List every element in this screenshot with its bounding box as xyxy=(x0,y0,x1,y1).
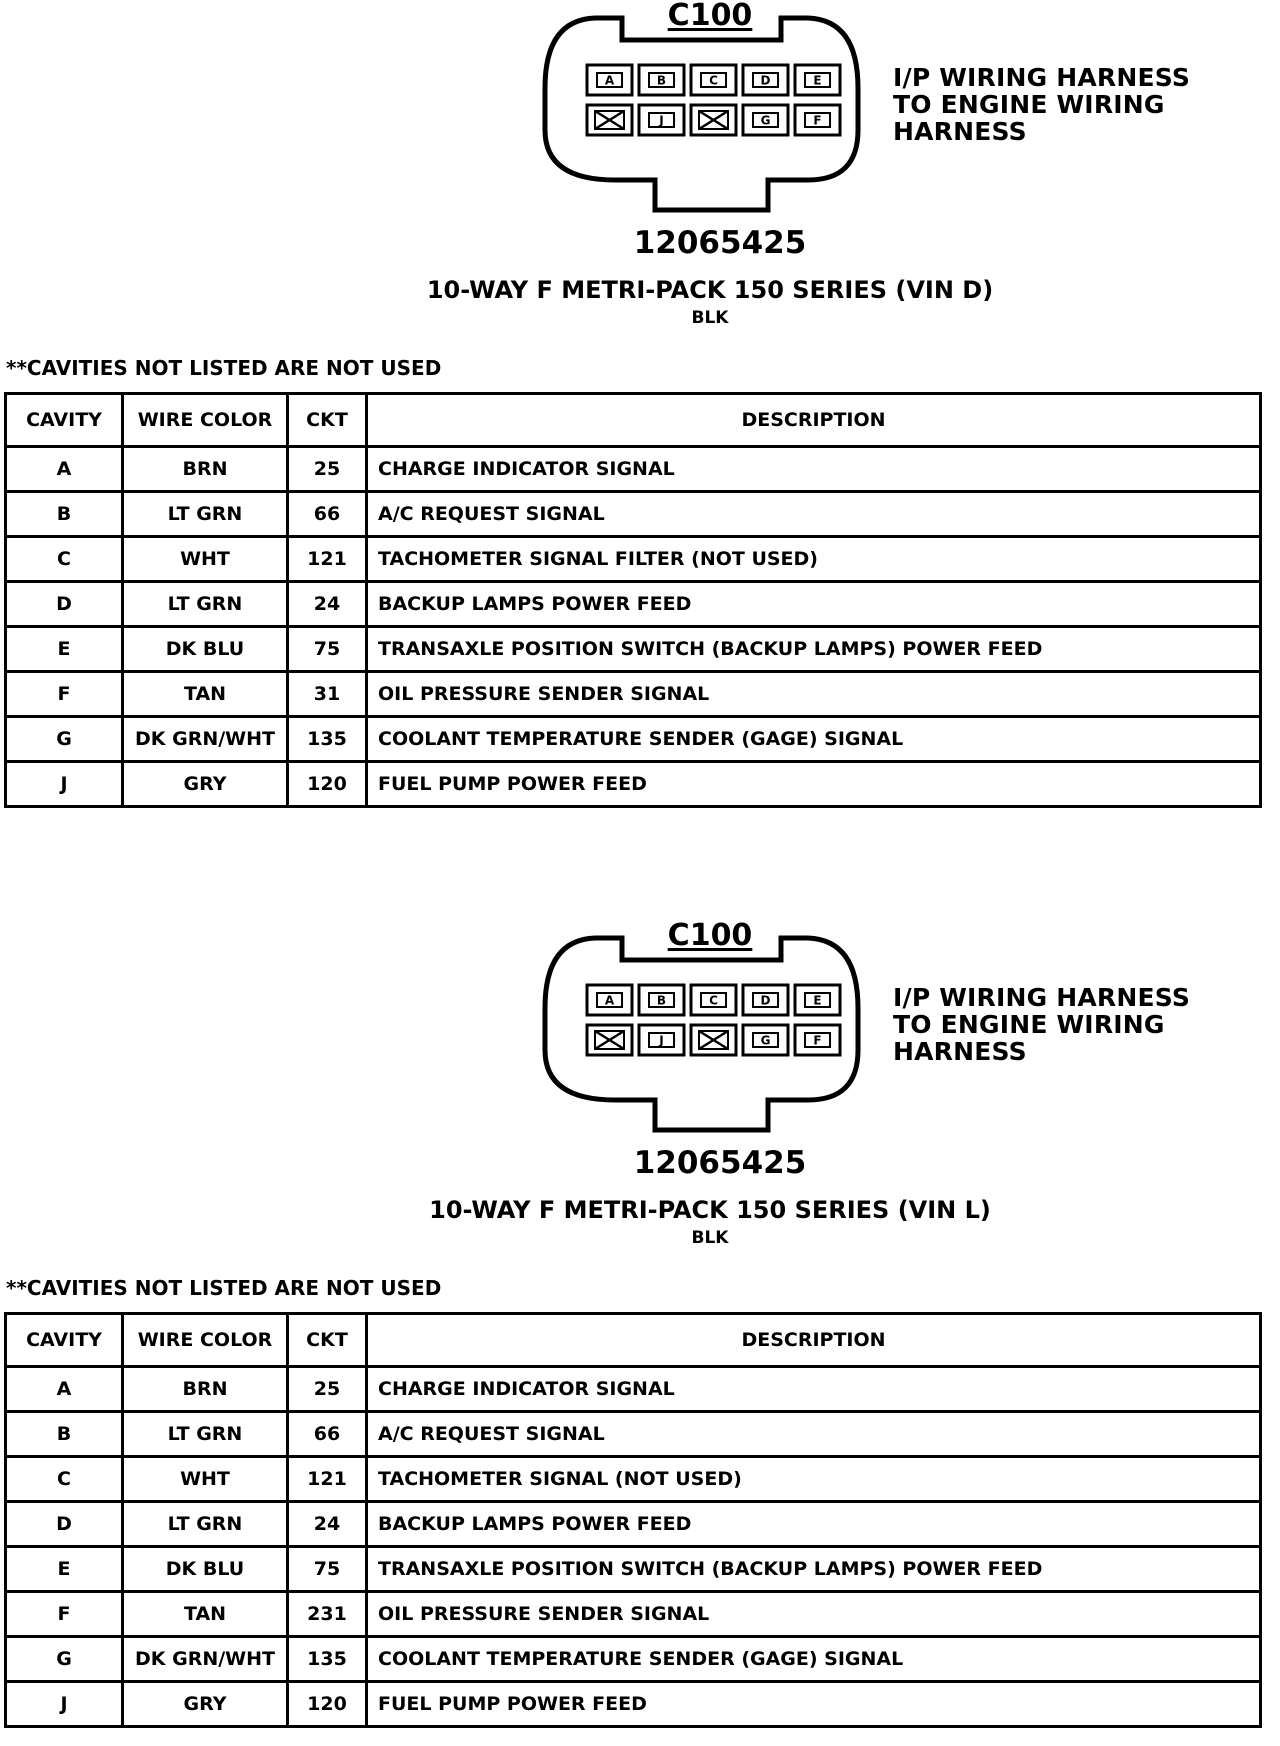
table-row xyxy=(6,1637,1261,1682)
connector-id: C100 xyxy=(667,0,753,33)
cavity-label: C xyxy=(709,993,718,1008)
table-row xyxy=(6,1412,1261,1457)
connector-series: 10-WAY F METRI-PACK 150 SERIES (VIN D) xyxy=(426,276,994,304)
cell-ckt: 24 xyxy=(288,1502,367,1547)
cavity-label: F xyxy=(813,113,822,128)
header-description: DESCRIPTION xyxy=(367,394,1261,447)
cavity-grid xyxy=(587,985,840,1055)
connector-series: 10-WAY F METRI-PACK 150 SERIES (VIN L) xyxy=(429,1196,991,1224)
header-cavity: CAVITY xyxy=(6,394,123,447)
connector-id: C100 xyxy=(667,918,753,953)
cell-wire-color: DK BLU xyxy=(123,1547,288,1592)
table-row xyxy=(6,1592,1261,1637)
cell-wire-color: LT GRN xyxy=(123,1412,288,1457)
table-header-row xyxy=(6,394,1261,447)
cell-cavity: E xyxy=(6,627,123,672)
cavity-label: B xyxy=(656,993,667,1008)
cell-description: A/C REQUEST SIGNAL xyxy=(367,492,1261,537)
cell-description: COOLANT TEMPERATURE SENDER (GAGE) SIGNAL xyxy=(367,717,1261,762)
unused-cavities-note: **CAVITIES NOT LISTED ARE NOT USED xyxy=(6,1276,442,1300)
cell-wire-color: TAN xyxy=(123,1592,288,1637)
table-row xyxy=(6,582,1261,627)
table-row xyxy=(6,1502,1261,1547)
cavity-grid xyxy=(587,65,840,135)
cell-ckt: 135 xyxy=(288,717,367,762)
cell-wire-color: DK BLU xyxy=(123,627,288,672)
cell-wire-color: LT GRN xyxy=(123,492,288,537)
connector-section-vin-d xyxy=(0,0,1280,830)
cavity-label: E xyxy=(813,73,822,88)
cell-cavity: F xyxy=(6,1592,123,1637)
cell-cavity: C xyxy=(6,537,123,582)
pinout-table xyxy=(4,392,1262,808)
cell-ckt: 25 xyxy=(288,447,367,492)
cell-wire-color: DK GRN/WHT xyxy=(123,717,288,762)
cell-description: COOLANT TEMPERATURE SENDER (GAGE) SIGNAL xyxy=(367,1637,1261,1682)
table-row xyxy=(6,537,1261,582)
cell-wire-color: BRN xyxy=(123,1367,288,1412)
cell-cavity: G xyxy=(6,717,123,762)
cavity-label: J xyxy=(659,113,664,128)
cell-wire-color: BRN xyxy=(123,447,288,492)
cell-description: TRANSAXLE POSITION SWITCH (BACKUP LAMPS) POWER FEED xyxy=(367,1547,1261,1592)
header-wire-color: WIRE COLOR xyxy=(123,1314,288,1367)
cell-cavity: B xyxy=(6,492,123,537)
cell-ckt: 120 xyxy=(288,762,367,807)
cell-description: A/C REQUEST SIGNAL xyxy=(367,1412,1261,1457)
cavity-label: D xyxy=(760,993,771,1008)
part-number: 12065425 xyxy=(633,1145,807,1181)
table-header-row xyxy=(6,1314,1261,1367)
cell-cavity: J xyxy=(6,762,123,807)
cell-cavity: A xyxy=(6,447,123,492)
cell-ckt: 24 xyxy=(288,582,367,627)
cell-wire-color: LT GRN xyxy=(123,582,288,627)
cavity-label: E xyxy=(813,993,822,1008)
cell-cavity: G xyxy=(6,1637,123,1682)
cell-description: CHARGE INDICATOR SIGNAL xyxy=(367,1367,1261,1412)
header-cavity: CAVITY xyxy=(6,1314,123,1367)
cell-description: TRANSAXLE POSITION SWITCH (BACKUP LAMPS) POWER FEED xyxy=(367,627,1261,672)
cell-cavity: B xyxy=(6,1412,123,1457)
cell-cavity: E xyxy=(6,1547,123,1592)
cell-ckt: 121 xyxy=(288,1457,367,1502)
header-description: DESCRIPTION xyxy=(367,1314,1261,1367)
cell-wire-color: WHT xyxy=(123,537,288,582)
cell-description: OIL PRESSURE SENDER SIGNAL xyxy=(367,672,1261,717)
cell-cavity: D xyxy=(6,1502,123,1547)
table-row xyxy=(6,717,1261,762)
table-row xyxy=(6,447,1261,492)
cavity-label: A xyxy=(604,73,615,88)
cavity-label: F xyxy=(813,1033,822,1048)
cavity-label: C xyxy=(709,73,718,88)
cell-cavity: D xyxy=(6,582,123,627)
cell-wire-color: LT GRN xyxy=(123,1502,288,1547)
cell-ckt: 120 xyxy=(288,1682,367,1727)
cavity-label: D xyxy=(760,73,771,88)
table-row xyxy=(6,1547,1261,1592)
unused-cavities-note: **CAVITIES NOT LISTED ARE NOT USED xyxy=(6,356,442,380)
table-row xyxy=(6,672,1261,717)
table-row xyxy=(6,492,1261,537)
connector-color: BLK xyxy=(691,308,729,328)
cavity-label: A xyxy=(604,993,615,1008)
cell-description: FUEL PUMP POWER FEED xyxy=(367,1682,1261,1727)
cell-cavity: C xyxy=(6,1457,123,1502)
harness-description: I/P WIRING HARNESS TO ENGINE WIRING HARNESS xyxy=(893,983,1191,1066)
cavity-label: J xyxy=(659,1033,664,1048)
cell-description: BACKUP LAMPS POWER FEED xyxy=(367,582,1261,627)
cell-ckt: 25 xyxy=(288,1367,367,1412)
cell-ckt: 121 xyxy=(288,537,367,582)
cell-description: TACHOMETER SIGNAL (NOT USED) xyxy=(367,1457,1261,1502)
cell-wire-color: DK GRN/WHT xyxy=(123,1637,288,1682)
cell-ckt: 66 xyxy=(288,492,367,537)
cell-description: TACHOMETER SIGNAL FILTER (NOT USED) xyxy=(367,537,1261,582)
cavity-label: B xyxy=(656,73,667,88)
cell-cavity: J xyxy=(6,1682,123,1727)
part-number: 12065425 xyxy=(633,225,807,261)
cell-wire-color: WHT xyxy=(123,1457,288,1502)
cell-wire-color: TAN xyxy=(123,672,288,717)
cell-ckt: 66 xyxy=(288,1412,367,1457)
cell-description: BACKUP LAMPS POWER FEED xyxy=(367,1502,1261,1547)
header-wire-color: WIRE COLOR xyxy=(123,394,288,447)
cell-ckt: 75 xyxy=(288,1547,367,1592)
cavity-label: G xyxy=(760,113,771,128)
cavity-label: G xyxy=(760,1033,771,1048)
pinout-table xyxy=(4,1312,1262,1728)
table-row xyxy=(6,1682,1261,1727)
cell-description: OIL PRESSURE SENDER SIGNAL xyxy=(367,1592,1261,1637)
cell-ckt: 31 xyxy=(288,672,367,717)
cell-wire-color: GRY xyxy=(123,1682,288,1727)
header-ckt: CKT xyxy=(288,394,367,447)
header-ckt: CKT xyxy=(288,1314,367,1367)
connector-color: BLK xyxy=(691,1228,729,1248)
cell-cavity: F xyxy=(6,672,123,717)
cell-cavity: A xyxy=(6,1367,123,1412)
connector-section-vin-l xyxy=(0,920,1280,1746)
cell-ckt: 231 xyxy=(288,1592,367,1637)
cell-ckt: 135 xyxy=(288,1637,367,1682)
table-row xyxy=(6,627,1261,672)
cell-ckt: 75 xyxy=(288,627,367,672)
harness-description: I/P WIRING HARNESS TO ENGINE WIRING HARNESS xyxy=(893,63,1191,146)
cell-description: FUEL PUMP POWER FEED xyxy=(367,762,1261,807)
cell-description: CHARGE INDICATOR SIGNAL xyxy=(367,447,1261,492)
table-row xyxy=(6,1457,1261,1502)
cell-wire-color: GRY xyxy=(123,762,288,807)
table-row xyxy=(6,1367,1261,1412)
table-row xyxy=(6,762,1261,807)
